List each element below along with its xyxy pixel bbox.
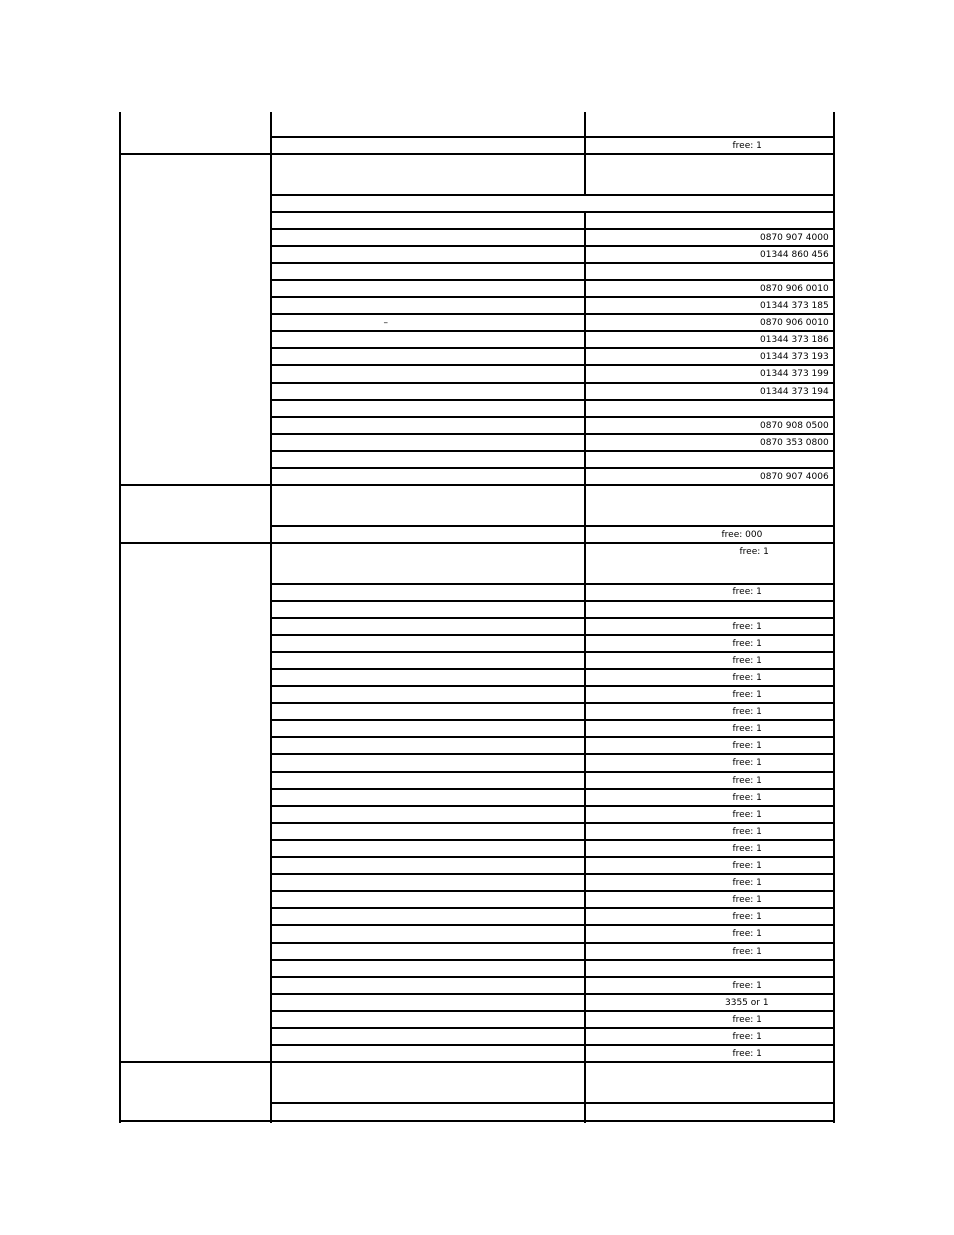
row-separator <box>270 433 835 435</box>
phone-number: free: 1 <box>732 656 762 666</box>
row-separator <box>270 1027 835 1029</box>
row-separator <box>270 805 835 807</box>
dash-text: – <box>383 318 388 328</box>
row-separator <box>270 788 835 790</box>
phone-number: 01344 373 199 <box>760 369 829 379</box>
row-separator <box>270 600 835 602</box>
row-separator <box>270 1044 835 1046</box>
phone-number: free: 1 <box>732 981 762 991</box>
row-separator <box>270 228 835 230</box>
phone-number: free: 1 <box>732 793 762 803</box>
row-separator <box>270 330 835 332</box>
phone-number: 0870 906 0010 <box>760 318 829 328</box>
group-separator <box>119 1061 835 1063</box>
row-separator <box>270 685 835 687</box>
row-separator <box>270 873 835 875</box>
phone-number: 01344 373 186 <box>760 335 829 345</box>
group-separator <box>119 153 835 155</box>
phone-number: 01344 860 456 <box>760 250 829 260</box>
row-separator <box>270 924 835 926</box>
row-separator <box>270 651 835 653</box>
row-separator <box>270 313 835 315</box>
phone-number: free: 1 <box>732 639 762 649</box>
row-separator <box>270 907 835 909</box>
group-separator <box>119 484 835 486</box>
row-separator <box>270 279 835 281</box>
phone-number: free: 000 <box>721 530 763 540</box>
row-separator <box>270 1010 835 1012</box>
row-separator <box>270 736 835 738</box>
phone-number: 01344 373 193 <box>760 352 829 362</box>
row-separator <box>270 839 835 841</box>
row-separator <box>270 668 835 670</box>
row-separator <box>270 753 835 755</box>
row-separator <box>270 364 835 366</box>
phone-number: 01344 373 194 <box>760 387 829 397</box>
phone-number: free: 1 <box>732 587 762 597</box>
row-separator <box>270 416 835 418</box>
row-separator <box>270 890 835 892</box>
row-separator <box>270 634 835 636</box>
row-separator <box>270 211 835 213</box>
phone-number: free: 1 <box>732 810 762 820</box>
row-separator <box>270 245 835 247</box>
row-separator <box>270 993 835 995</box>
phone-number: free: 1 <box>732 707 762 717</box>
row-separator <box>270 942 835 944</box>
row-separator <box>270 382 835 384</box>
column-border-left <box>119 112 121 1123</box>
phone-number: free: 1 <box>732 673 762 683</box>
phone-number: free: 1 <box>732 878 762 888</box>
phone-number: free: 1 <box>732 1015 762 1025</box>
row-separator <box>270 617 835 619</box>
phone-number: 0870 907 4006 <box>760 472 829 482</box>
row-separator <box>270 1102 835 1104</box>
phone-number: free: 1 <box>732 929 762 939</box>
row-separator <box>270 136 835 138</box>
row-separator <box>270 976 835 978</box>
phone-number: 0870 906 0010 <box>760 284 829 294</box>
group-separator <box>119 1120 835 1122</box>
phone-number: free: 1 <box>732 861 762 871</box>
row-separator <box>270 194 835 196</box>
row-separator <box>270 583 835 585</box>
phone-number: free: 1 <box>732 912 762 922</box>
phone-number: free: 1 <box>732 1032 762 1042</box>
phone-number: free: 1 <box>732 827 762 837</box>
row-separator <box>270 856 835 858</box>
phone-number: free: 1 <box>732 141 762 151</box>
row-separator <box>270 702 835 704</box>
phone-number: free: 1 <box>732 741 762 751</box>
group-separator <box>119 542 835 544</box>
phone-number: free: 1 <box>732 895 762 905</box>
phone-number: free: 1 <box>732 690 762 700</box>
phone-number: 0870 908 0500 <box>760 421 829 431</box>
phone-number: free: 1 <box>732 758 762 768</box>
row-separator <box>270 262 835 264</box>
phone-number: 01344 373 185 <box>760 301 829 311</box>
phone-number: free: 1 <box>732 622 762 632</box>
phone-number: free: 1 <box>732 776 762 786</box>
phone-number: free: 1 <box>732 724 762 734</box>
row-separator <box>270 771 835 773</box>
phone-number: 0870 353 0800 <box>760 438 829 448</box>
row-separator <box>270 296 835 298</box>
row-separator <box>270 959 835 961</box>
phone-number: free: 1 <box>732 947 762 957</box>
row-separator <box>270 822 835 824</box>
row-separator <box>270 467 835 469</box>
row-separator <box>270 347 835 349</box>
phone-number: free: 1 <box>739 547 769 557</box>
phone-number: 0870 907 4000 <box>760 233 829 243</box>
row-separator <box>270 399 835 401</box>
phone-number: free: 1 <box>732 844 762 854</box>
row-separator <box>270 719 835 721</box>
phone-number: free: 1 <box>732 1049 762 1059</box>
row-separator <box>270 450 835 452</box>
phone-number: 3355 or 1 <box>725 998 769 1008</box>
row-separator <box>270 525 835 527</box>
